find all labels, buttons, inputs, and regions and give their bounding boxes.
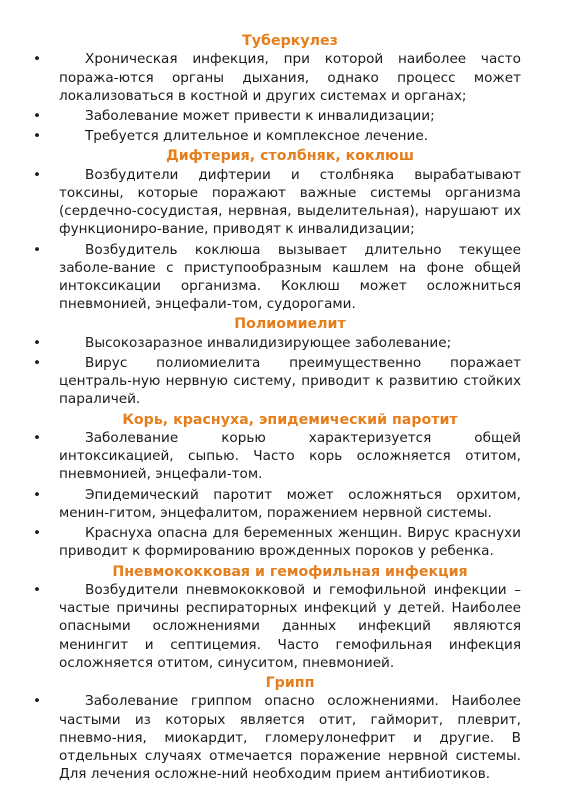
list-item-text: Возбудители пневмококковой и гемофильной инфекции – частые причины респираторных инфекций у детей. Наиболее опасными осложнениями данных инфекций являются менингит и септицемия. Часто гемофильная инфекция осложняется отитом, синуситом, пневмонией. bbox=[59, 581, 521, 671]
list-item bbox=[33, 166, 521, 239]
list-item bbox=[33, 241, 521, 314]
bullet-icon: • bbox=[33, 128, 42, 145]
list-item bbox=[33, 354, 521, 409]
section-pneumococcal bbox=[33, 563, 521, 672]
list-item bbox=[33, 486, 521, 522]
list-item-text: Краснуха опасна для беременных женщин. Вирус краснухи приводит к формированию врожденных пороков у ребенка. bbox=[59, 525, 521, 560]
section-polio bbox=[33, 315, 521, 408]
section-measles bbox=[33, 411, 521, 561]
section-flu bbox=[33, 674, 521, 783]
list-item-text: Хроническая инфекция, при которой наиболее часто поража-ются органы дыхания, однако процесс может локализоваться в костной и других системах и органах; bbox=[59, 51, 521, 104]
list-item bbox=[33, 581, 521, 672]
list-item bbox=[33, 429, 521, 484]
bullet-icon: • bbox=[33, 51, 42, 68]
bullet-icon: • bbox=[33, 166, 42, 183]
list-item bbox=[33, 524, 521, 560]
list-item-text: Возбудители дифтерии и столбняка вырабатывают токсины, которые поражают важные системы организма (сердечно-сосудистая, нервная, выделительная), нарушают их функциониро-вание, приводят к инвалидизации; bbox=[59, 166, 521, 238]
document-page bbox=[33, 32, 521, 785]
list-item bbox=[33, 692, 521, 783]
section-heading: Грипп bbox=[265, 674, 315, 691]
list-item-text: Требуется длительное и комплексное лечение. bbox=[85, 128, 429, 145]
section-heading: Корь, краснуха, эпидемический паротит bbox=[122, 411, 458, 428]
list-item bbox=[33, 50, 521, 105]
bullet-icon: • bbox=[33, 430, 42, 447]
list-item-text: Заболевание корью характеризуется общей интоксикацией, сыпью. Часто корь осложняется отитом, пневмонией, энцефали-том. bbox=[59, 430, 521, 483]
list-item-text: Вирус полиомиелита преимущественно поражает централь-ную нервную систему, приводит к развитию стойких параличей. bbox=[59, 355, 521, 408]
bullet-icon: • bbox=[33, 525, 42, 542]
list-item-text: Заболевание может привести к инвалидизации; bbox=[85, 108, 435, 125]
list-item-text: Заболевание гриппом опасно осложнениями. Наиболее частыми из которых является отит, гайморит, плеврит, пневмо-ния, миокардит, гломерулонефрит и другие. В отдельных случаях отмечается поражение нервной системы. Для лечения осложне-ний необходим прием антибиотиков. bbox=[59, 693, 521, 783]
section-heading: Полиомиелит bbox=[234, 316, 346, 333]
bullet-icon: • bbox=[33, 241, 42, 258]
bullet-icon: • bbox=[33, 108, 42, 125]
section-heading: Пневмококковая и гемофильная инфекция bbox=[112, 563, 468, 580]
bullet-icon: • bbox=[33, 355, 42, 372]
bullet-icon: • bbox=[33, 693, 42, 710]
list-item-text: Возбудитель коклюша вызывает длительно текущее заболе-вание с приступообразным кашлем на фоне общей интоксикации организма. Коклюш может осложниться пневмонией, энцефали-том, судорогами. bbox=[59, 241, 521, 313]
list-item bbox=[33, 334, 521, 352]
bullet-icon: • bbox=[33, 334, 42, 351]
section-diphtheria bbox=[33, 147, 521, 313]
bullet-icon: • bbox=[33, 486, 42, 503]
bullet-icon: • bbox=[33, 581, 42, 598]
list-item-text: Высокозаразное инвалидизирующее заболевание; bbox=[85, 334, 452, 351]
section-tuberculosis bbox=[33, 32, 521, 145]
list-item-text: Эпидемический паротит может осложняться орхитом, менин-гитом, энцефалитом, поражением нервной системы. bbox=[59, 486, 521, 521]
list-item bbox=[33, 107, 521, 125]
section-heading: Дифтерия, столбняк, коклюш bbox=[166, 148, 414, 165]
section-heading: Туберкулез bbox=[242, 33, 338, 49]
list-item bbox=[33, 127, 521, 145]
